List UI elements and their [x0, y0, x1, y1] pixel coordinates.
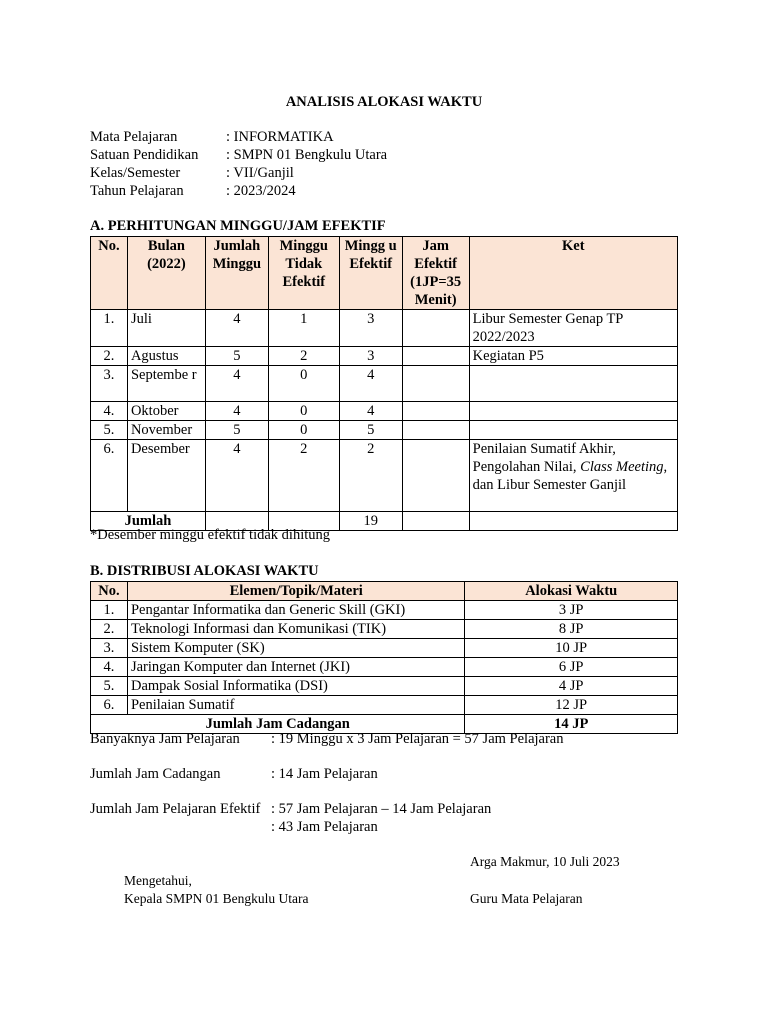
cell-jam [402, 366, 469, 402]
place-date: Arga Makmur, 10 Juli 2023 [470, 854, 620, 869]
table-row [91, 658, 678, 677]
cell-ket: Libur Semester Genap TP 2022/2023 [469, 310, 677, 347]
cell-jam [402, 421, 469, 440]
header-minggu-tidak-efektif: Minggu Tidak Efektif [268, 237, 339, 310]
cell-no: 3. [91, 639, 128, 658]
table-row [91, 366, 678, 402]
info-label: Satuan Pendidikan [90, 147, 199, 163]
cell-alokasi: 3 JP [465, 601, 678, 620]
cell-efektif: 3 [339, 310, 402, 347]
cell-no: 2. [91, 620, 128, 639]
summary-value: : 43 Jam Pelajaran [271, 819, 378, 835]
cell-tidak-efektif: 2 [268, 347, 339, 366]
ket-text: , dan Libur Semester Ganjil [472, 459, 668, 493]
cell-no: 4. [91, 402, 128, 421]
info-value: : VII/Ganjil [226, 165, 294, 181]
info-label: Tahun Pelajaran [90, 183, 184, 199]
cell-efektif: 4 [339, 402, 402, 421]
table-row [91, 677, 678, 696]
cell-ket [469, 421, 677, 440]
cell-bulan: Oktober [127, 402, 205, 421]
cell-alokasi: 12 JP [465, 696, 678, 715]
cell-alokasi: 4 JP [465, 677, 678, 696]
table-row [91, 696, 678, 715]
cell-elemen: Jaringan Komputer dan Internet (JKI) [127, 658, 464, 677]
cell-jam [402, 440, 469, 512]
header-elemen: Elemen/Topik/Materi [127, 582, 464, 601]
header-jumlah-minggu: Jumlah Minggu [205, 237, 268, 310]
info-value: : INFORMATIKA [226, 129, 334, 145]
cell-bulan: Agustus [127, 347, 205, 366]
section-b-title: B. DISTRIBUSI ALOKASI WAKTU [90, 563, 319, 579]
cell-jam [402, 310, 469, 347]
cell-elemen: Pengantar Informatika dan Generic Skill (GKI) [127, 601, 464, 620]
section-a-title: A. PERHITUNGAN MINGGU/JAM EFEKTIF [90, 218, 386, 234]
total-value: 14 JP [465, 715, 678, 734]
cell-no: 5. [91, 421, 128, 440]
cell-tidak-efektif: 2 [268, 440, 339, 512]
cell-bulan: Septembe r [127, 366, 205, 402]
cell-no: 2. [91, 347, 128, 366]
cell-jumlah: 4 [205, 310, 268, 347]
table-row [91, 639, 678, 658]
cell-efektif: 3 [339, 347, 402, 366]
cell-no: 1. [91, 601, 128, 620]
cell-no: 5. [91, 677, 128, 696]
signature-kepala: Kepala SMPN 01 Bengkulu Utara [124, 891, 309, 906]
cell-ket [469, 402, 677, 421]
total-label: Jumlah [91, 512, 206, 531]
info-value: : SMPN 01 Bengkulu Utara [226, 147, 388, 163]
distribution-table [90, 581, 678, 734]
signature-mengetahui: Mengetahui, [124, 873, 192, 888]
ket-text: Penilaian Sumatif Akhir, Pengolahan Nilai, [472, 441, 616, 475]
info-label: Mata Pelajaran [90, 129, 178, 145]
cell-ket: Kegiatan P5 [469, 347, 677, 366]
cell-no: 3. [91, 366, 128, 402]
summary-label: Jumlah Jam Pelajaran Efektif [90, 801, 261, 817]
cell-tidak-efektif: 1 [268, 310, 339, 347]
cell-alokasi: 8 JP [465, 620, 678, 639]
header-minggu-efektif: Mingg u Efektif [339, 237, 402, 310]
cell-no: 4. [91, 658, 128, 677]
summary-value: : 14 Jam Pelajaran [271, 766, 378, 782]
table-row [91, 402, 678, 421]
cell-elemen: Teknologi Informasi dan Komunikasi (TIK) [127, 620, 464, 639]
cell-tidak-efektif: 0 [268, 366, 339, 402]
cell-efektif: 4 [339, 366, 402, 402]
table-row [91, 601, 678, 620]
header-no: No. [91, 237, 128, 310]
table-header-row [91, 237, 678, 310]
header-jam-efektif: Jam Efektif (1JP=35 Menit) [402, 237, 469, 310]
info-value: : 2023/2024 [226, 183, 296, 199]
cell-no: 1. [91, 310, 128, 347]
effective-weeks-table [90, 236, 678, 531]
summary-value: : 57 Jam Pelajaran – 14 Jam Pelajaran [271, 801, 492, 817]
cell-alokasi: 10 JP [465, 639, 678, 658]
cell-elemen: Dampak Sosial Informatika (DSI) [127, 677, 464, 696]
cell-ket [469, 440, 677, 512]
cell-jumlah: 4 [205, 402, 268, 421]
signature-guru: Guru Mata Pelajaran [470, 891, 583, 906]
cell-bulan: Juli [127, 310, 205, 347]
cell-bulan: November [127, 421, 205, 440]
table-row [91, 421, 678, 440]
total-efektif: 19 [339, 512, 402, 531]
total-label: Jumlah Jam Cadangan [91, 715, 465, 734]
total-empty [469, 512, 677, 531]
cell-tidak-efektif: 0 [268, 421, 339, 440]
table-row [91, 620, 678, 639]
header-bulan: Bulan (2022) [127, 237, 205, 310]
cell-bulan: Desember [127, 440, 205, 512]
table-note: *Desember minggu efektif tidak dihitung [90, 527, 331, 543]
cell-no: 6. [91, 440, 128, 512]
summary-value: : 19 Minggu x 3 Jam Pelajaran = 57 Jam Pelajaran [271, 731, 564, 747]
cell-ket [469, 366, 677, 402]
cell-alokasi: 6 JP [465, 658, 678, 677]
cell-jam [402, 402, 469, 421]
header-no: No. [91, 582, 128, 601]
cell-jumlah: 5 [205, 347, 268, 366]
total-empty [402, 512, 469, 531]
header-alokasi: Alokasi Waktu [465, 582, 678, 601]
info-label: Kelas/Semester [90, 165, 181, 181]
cell-jumlah: 5 [205, 421, 268, 440]
cell-efektif: 2 [339, 440, 402, 512]
cell-tidak-efektif: 0 [268, 402, 339, 421]
cell-jam [402, 347, 469, 366]
cell-elemen: Sistem Komputer (SK) [127, 639, 464, 658]
table-row [91, 347, 678, 366]
cell-no: 6. [91, 696, 128, 715]
summary-label: Banyaknya Jam Pelajaran [90, 731, 240, 747]
cell-elemen: Penilaian Sumatif [127, 696, 464, 715]
header-ket: Ket [469, 237, 677, 310]
summary-label: Jumlah Jam Cadangan [90, 766, 221, 782]
cell-jumlah: 4 [205, 440, 268, 512]
cell-efektif: 5 [339, 421, 402, 440]
table-header-row [91, 582, 678, 601]
document-title: ANALISIS ALOKASI WAKTU [285, 94, 483, 110]
table-row [91, 440, 678, 512]
cell-jumlah: 4 [205, 366, 268, 402]
ket-italic: Class Meeting [580, 459, 664, 475]
table-row [91, 310, 678, 347]
